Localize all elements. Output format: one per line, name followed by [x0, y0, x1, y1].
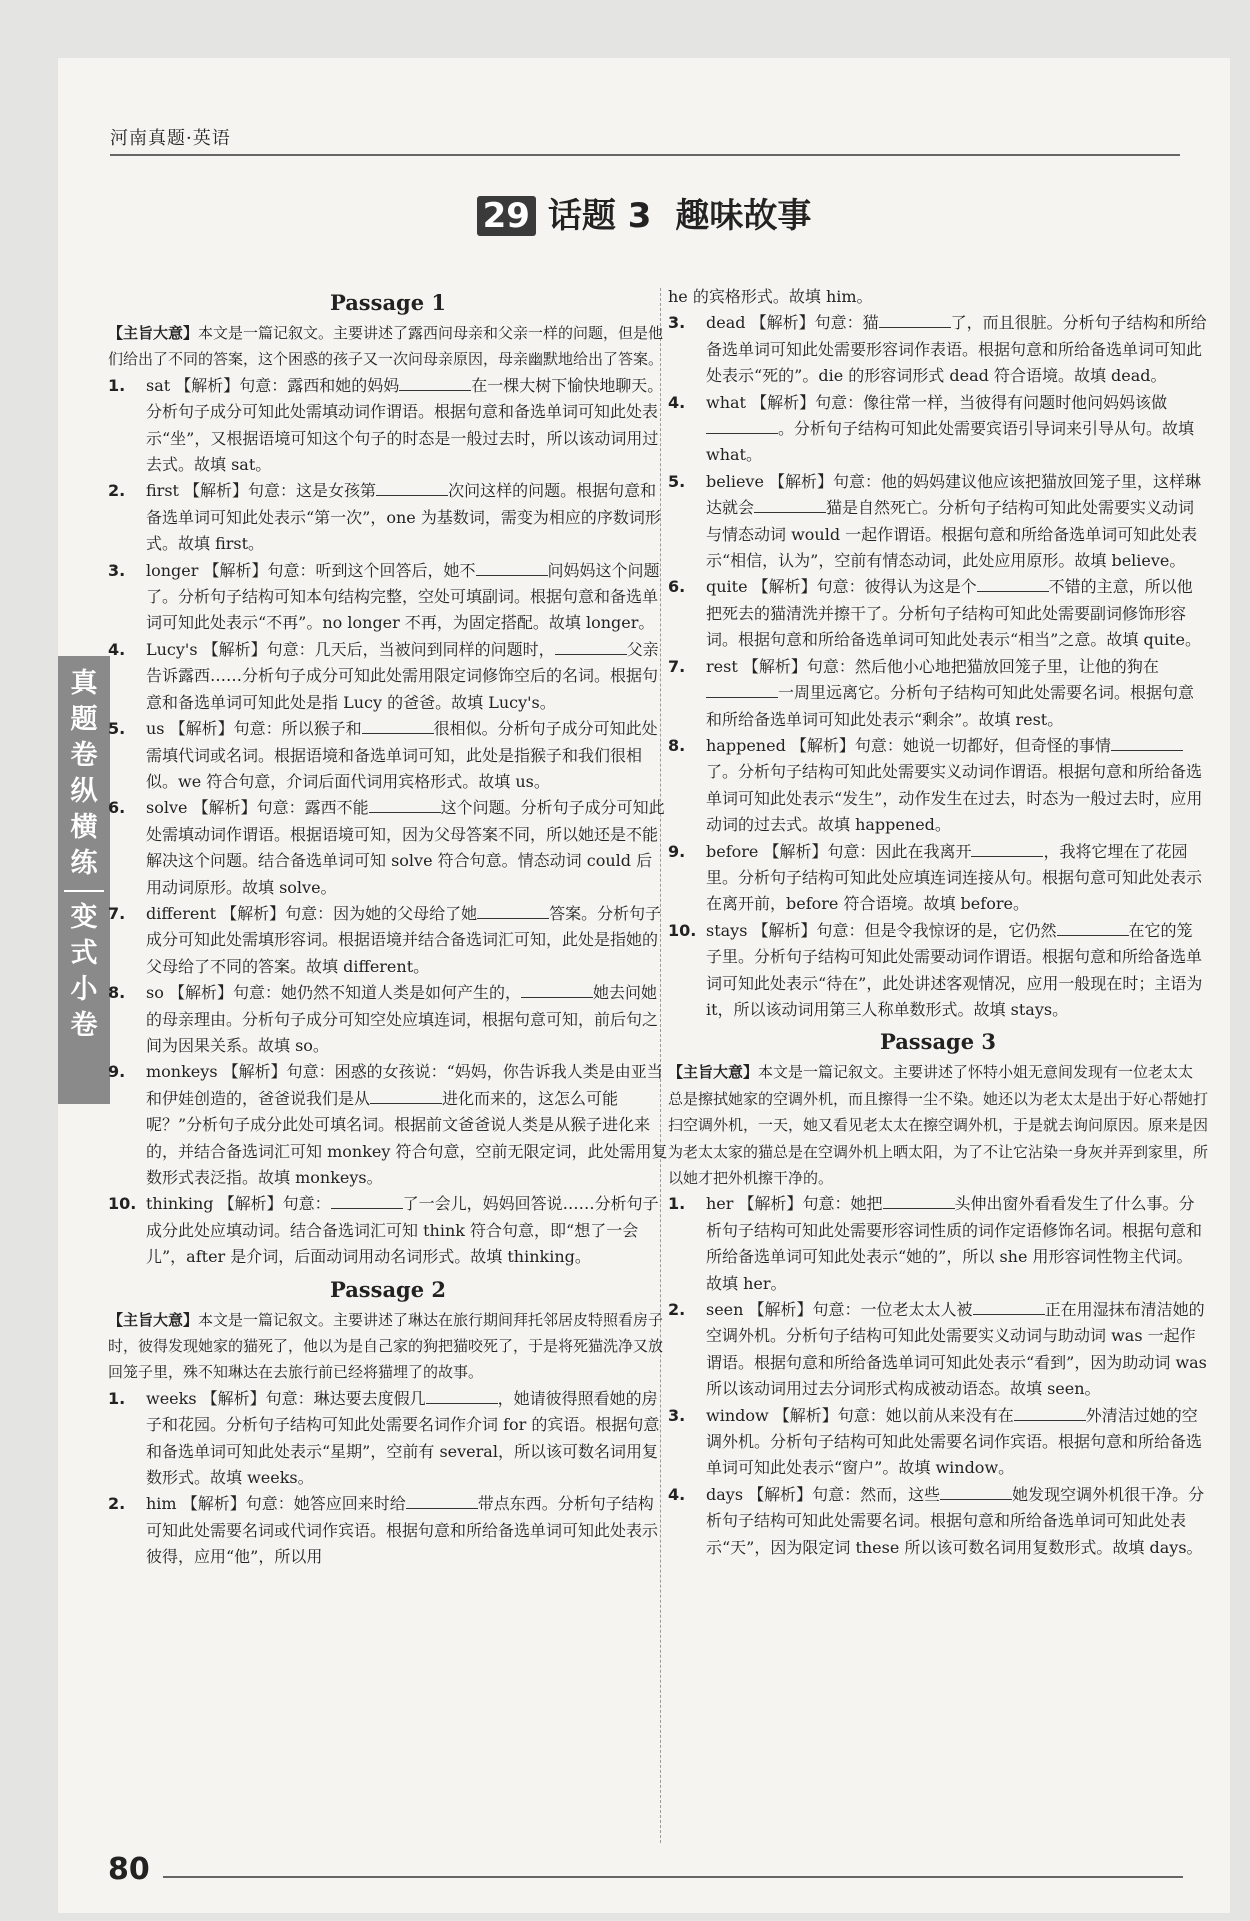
analysis-text: 外清洁过她的空调外机。分析句子结构可知此处需要名词作宾语。根据句意和所给备选单词可知此处表示“窗户”。故填 window。 — [706, 1405, 1203, 1478]
analysis-text: 了一会儿，妈妈回答说……分析句子成分此处应填动词。结合备选词汇可知 think 符合句意，即“想了一会儿”，after 是介词，后面动词用动名词形式。故填 thinking。 — [146, 1194, 659, 1267]
answer-item — [108, 373, 668, 479]
blank-line — [879, 311, 951, 328]
answer-item — [108, 980, 668, 1059]
footer-rule — [163, 1876, 1183, 1878]
item-number: 6. — [108, 798, 126, 818]
item-number: 4. — [108, 639, 126, 659]
answer-word: him — [146, 1494, 182, 1514]
analysis-text: 她去问她的母亲理由。分析句子成分可知空处应填连词，根据句意可知，前后句之间为因果关系。故填 so。 — [146, 983, 659, 1055]
answer-word: monkeys — [146, 1062, 223, 1082]
answer-word: window — [706, 1405, 774, 1425]
analysis-text: 答案。分析句子成分可知此处需填形容词。根据语境并结合备选词汇可知，此处是指她的父母给了不同的答案。故填 different。 — [146, 903, 662, 976]
analysis-text: 【解析】句意： — [218, 1194, 331, 1214]
analysis-text: ，我将它埋在了花园里。分析句子结构可知此处应填连词连接从句。根据句意可知此处表示在离开前，before 符合语境。故填 before。 — [706, 841, 1203, 914]
analysis-text: 【解析】句意：但是令我惊讶的是，它仍然 — [752, 920, 1057, 940]
answer-item — [668, 574, 1208, 653]
item-number: 4. — [668, 1484, 686, 1504]
blank-line — [426, 1387, 498, 1404]
analysis-text: 【解析】句意：猫 — [750, 313, 879, 333]
blank-line — [406, 1492, 478, 1509]
item-number: 10. — [108, 1194, 137, 1214]
blank-line — [476, 559, 548, 576]
answer-word: thinking — [146, 1194, 219, 1214]
blank-line — [331, 1192, 403, 1209]
blank-line — [399, 374, 471, 391]
page-number: 80 — [108, 1852, 150, 1887]
blank-line — [754, 496, 826, 513]
answer-item — [108, 558, 668, 637]
analysis-text: 不错的主意，所以他把死去的猫清洗并擦干了。分析句子结构可知此处需要副词修饰形容词。根据句意和所给备选单词可知此处表示“相当”之意。故填 quite。 — [706, 577, 1202, 650]
passage-1-answers — [108, 373, 668, 1271]
answer-item — [108, 637, 668, 716]
analysis-text: 猫是自然死亡。分析句子结构可知此处需要实义动词与情态动词 would 一起作谓语。根据句意和所给备选单词可知此处表示“相信，认为”，空前有情态动词，此处应用原形。故填 believe。 — [706, 498, 1198, 571]
analysis-text: 一周里远离它。分析句子结构可知此处需要名词。根据句意和所给备选单词可知此处表示“剩余”。故填 rest。 — [706, 683, 1195, 729]
item-number: 3. — [668, 1405, 686, 1425]
passage-1-summary: 【主旨大意】本文是一篇记叙文。主要讲述了露西问母亲和父亲一样的问题，但是他们给出了不同的答案，这个困惑的孩子又一次问母亲原因，母亲幽默地给出了答案。 — [108, 324, 664, 369]
item-number: 7. — [108, 903, 126, 923]
right-column — [668, 284, 1208, 1561]
analysis-text: 【解析】句意：听到这个回答后，她不 — [203, 560, 476, 580]
analysis-text: 【解析】句意：所以猴子和 — [169, 719, 362, 739]
blank-line — [477, 902, 549, 919]
answer-item — [108, 1191, 668, 1270]
answer-word: stays — [706, 920, 753, 940]
analysis-text: 【解析】句意：像往常一样，当彼得有问题时他问妈妈该做 — [751, 392, 1168, 412]
answer-item — [668, 654, 1208, 733]
analysis-text: 【解析】句意：露西和她的妈妈 — [175, 375, 400, 395]
item-number: 6. — [668, 577, 686, 597]
item-number: 5. — [668, 471, 686, 491]
analysis-text: 【解析】句意：她把 — [738, 1194, 883, 1214]
answer-word: longer — [146, 560, 204, 580]
item-number: 2. — [108, 1494, 126, 1514]
analysis-text: 正在用湿抹布清洁她的空调外机。分析句子结构可知此处需要实义动词与助动词 was 一起作谓语。根据句意和所给备选单词可知此处表示“看到”，因为助动词 was 所以该动词用过去分词形式构成被动语态。故填 seen。 — [706, 1300, 1207, 1399]
left-column — [108, 284, 668, 1571]
answer-item — [668, 1191, 1208, 1297]
passage-1-heading: Passage 1 — [329, 290, 447, 315]
analysis-text: 【解析】句意：露西不能 — [192, 798, 369, 818]
blank-line — [376, 479, 448, 496]
answer-word: so — [146, 983, 169, 1003]
analysis-text: 【解析】句意：几天后，当被问到同样的问题时， — [202, 639, 555, 659]
analysis-text: 。分析句子结构可知此处需要宾语引导词来引导从句。故填 what。 — [706, 419, 1195, 465]
answer-item — [668, 469, 1208, 575]
item-number: 8. — [668, 735, 686, 755]
analysis-text: 带点东西。分析句子结构可知此处需要名词或代词作宾语。根据句意和所给备选单词可知此处表示彼得，应用“他”，所以用 — [146, 1494, 659, 1567]
analysis-text: 【解析】句意：困惑的女孩说：“妈妈，你告诉我人类是由亚当和伊娃创造的，爸爸说我们是从 — [146, 1062, 663, 1108]
topic-name: 趣味故事 — [675, 196, 812, 236]
passage-3-heading: Passage 3 — [879, 1029, 997, 1055]
answer-item — [668, 733, 1208, 839]
analysis-text: 问妈妈这个问题了。分析句子结构可知本句结构完整，空处可填副词。根据句意和备选单词可知此处表示“不再”。no longer 不再，为固定搭配。故填 longer。 — [146, 560, 660, 633]
passage-2-continuation: he 的宾格形式。故填 him。 — [668, 287, 873, 306]
blank-line — [971, 840, 1043, 857]
analysis-text: 她发现空调外机很干净。分析句子结构可知此处需要名词。根据句意和所给备选单词可知此处表示“天”，因为限定词 these 所以该可数名词用复数形式。故填 days。 — [706, 1484, 1205, 1557]
item-number: 2. — [668, 1300, 686, 1320]
answer-word: happened — [706, 735, 791, 755]
answer-word: what — [706, 392, 752, 412]
item-number: 1. — [668, 1194, 686, 1214]
blank-line — [521, 981, 593, 998]
analysis-text: 【解析】句意：她仍然不知道人类是如何产生的， — [168, 983, 521, 1003]
answer-item — [108, 478, 668, 557]
analysis-text: 【解析】句意：她答应回来时给 — [181, 1494, 406, 1514]
running-header: 河南真题·英语 — [110, 128, 231, 149]
item-number: 9. — [108, 1062, 126, 1082]
analysis-text: 【解析】句意：琳达要去度假几 — [201, 1388, 426, 1408]
analysis-text: 进化而来的，这怎么可能呢？”分析句子成分此处可填名词。根据前文爸爸说人类是从猴子进化来的，并结合备选词汇可知 monkey 符合句意，空前无限定词，此处需用复数形式表泛指。故填 monkeys。 — [146, 1088, 668, 1187]
answer-word: different — [146, 903, 222, 923]
item-number: 1. — [108, 1388, 126, 1408]
answer-item — [108, 795, 668, 901]
blank-line — [940, 1483, 1012, 1500]
answer-item — [668, 918, 1208, 1024]
blank-line — [1057, 919, 1129, 936]
answer-item — [668, 839, 1208, 918]
analysis-text: 很相似。分析句子成分可知此处需填代词或名词。根据语境和备选单词可知，此处是指猴子和我们很相似。we 符合句意，介词后面代词用宾格形式。故填 us。 — [146, 719, 658, 791]
analysis-text: 【解析】句意：然而，这些 — [748, 1484, 941, 1504]
item-number: 3. — [108, 560, 126, 580]
side-tab — [58, 656, 110, 1104]
blank-line — [706, 417, 778, 434]
blank-line — [973, 1298, 1045, 1315]
analysis-text: ，她请彼得照看她的房子和花园。分析句子结构可知此处需要名词作介词 for 的宾语。根据句意和备选单词可知此处表示“星期”，空前有 several，所以该可数名词用复数形式。故填 weeks。 — [146, 1388, 660, 1488]
answer-word: us — [146, 719, 170, 739]
passage-2-heading: Passage 2 — [329, 1276, 447, 1302]
passage-2-answers-left — [108, 1386, 668, 1571]
answer-word: dead — [706, 313, 751, 333]
answer-word: seen — [706, 1300, 749, 1320]
header-rule — [110, 154, 1180, 156]
blank-line — [369, 796, 441, 813]
answer-item — [668, 390, 1208, 469]
answer-item — [668, 1403, 1208, 1482]
answer-item — [108, 901, 668, 980]
answer-word: before — [706, 841, 764, 861]
analysis-text: 【解析】句意：这是女孩第 — [184, 481, 377, 501]
passage-2-summary: 【主旨大意】本文是一篇记叙文。主要讲述了琳达在旅行期间拜托邻居皮特照看房子时，彼得发现她家的猫死了，他以为是自己家的狗把猫咬死了，于是将死猫洗净又放回笼子里，殊不知琳达在去旅行前已经将猫埋了的故事。 — [108, 1310, 664, 1382]
answer-word: believe — [706, 471, 770, 491]
answer-word: sat — [146, 375, 176, 395]
analysis-text: 了。分析句子结构可知此处需要实义动词作谓语。根据句意和所给备选单词可知此处表示“发生”，动作发生在过去，时态为一般过去时，应用动词的过去式。故填 happened。 — [706, 762, 1203, 835]
analysis-text: 【解析】句意：因为她的父母给了她 — [221, 903, 478, 923]
answer-item — [108, 1386, 668, 1492]
item-number: 3. — [668, 313, 686, 333]
section-number-badge: 29 — [477, 196, 536, 236]
answer-item — [108, 1491, 668, 1570]
blank-line — [555, 638, 627, 655]
item-number: 10. — [668, 920, 697, 940]
passage-3-summary: 【主旨大意】本文是一篇记叙文。主要讲述了怀特小姐无意间发现有一位老太太总是擦拭她家的空调外机，而且擦得一尘不染。她还以为老太太是出于好心帮她打扫空调外机，一天，她又看见老太太在擦空调外机，于是就去询问原因。原来是因为老太太家的猫总是在空调外机上晒太阳，为了不让它沾染一身灰并弄到家里，所以她才把外机擦干净的。 — [668, 1063, 1209, 1187]
blank-line — [977, 575, 1049, 592]
answer-item — [668, 1297, 1208, 1403]
answer-word: weeks — [146, 1388, 202, 1408]
item-number: 7. — [668, 656, 686, 676]
analysis-text: 在它的笼子里。分析句子结构可知此处需要动词作谓语。根据句意和所给备选单词可知此处表示“待在”，此处讲述客观情况，应用一般现在时；主语为 it，所以该动词用第三人称单数形式。故填 stays。 — [706, 920, 1203, 1019]
analysis-text: 父亲告诉露西……分析句子成分可知此处需用限定词修饰空后的名词。根据句意和备选单词可知此处是指 Lucy 的爸爸。故填 Lucy's。 — [146, 639, 659, 712]
analysis-text: 【解析】句意：彼得认为这是个 — [752, 577, 977, 597]
side-tab-volume: 变 式 小 卷 — [70, 902, 98, 1041]
analysis-text: 【解析】句意：因此在我离开 — [763, 841, 972, 861]
analysis-text: 在一棵大树下愉快地聊天。分析句子成分可知此处需填动词作谓语。根据句意和备选单词可知此处表示“坐”，又根据语境可知这个句子的时态是一般过去时，所以该动词用过去式。故填 sat。 — [146, 375, 664, 475]
item-number: 4. — [668, 392, 686, 412]
passage-2-answers-right — [668, 310, 1208, 1023]
section-title — [58, 188, 1230, 237]
item-number: 9. — [668, 841, 686, 861]
analysis-text: 【解析】句意：一位老太太人被 — [748, 1300, 973, 1320]
blank-line — [362, 717, 434, 734]
blank-line — [883, 1192, 955, 1209]
blank-line — [1111, 734, 1183, 751]
answer-word: days — [706, 1484, 749, 1504]
item-number: 8. — [108, 983, 126, 1003]
analysis-text: 【解析】句意：她说一切都好，但奇怪的事情 — [790, 735, 1111, 755]
topic-label: 话题 3 — [547, 196, 652, 236]
analysis-text: 【解析】句意：她以前从来没有在 — [773, 1405, 1014, 1425]
page — [58, 58, 1230, 1913]
answer-word: rest — [706, 656, 743, 676]
blank-line — [1014, 1404, 1086, 1421]
answer-item — [668, 1482, 1208, 1561]
side-tab-series: 真 题 卷 纵 横 练 — [70, 668, 98, 879]
answer-item — [108, 716, 668, 795]
analysis-text: 这个问题。分析句子成分可知此处需填动词作谓语。根据语境可知，因为父母答案不同，所以她还是不能解决这个问题。结合备选单词可知 solve 符合句意。情态动词 could 后用动词原形。故填 solve。 — [146, 798, 665, 897]
answer-word: quite — [706, 577, 753, 597]
answer-item — [668, 310, 1208, 389]
answer-word: Lucy's — [146, 639, 203, 659]
item-number: 5. — [108, 719, 126, 739]
answer-item — [108, 1059, 668, 1191]
answer-word: first — [146, 481, 185, 501]
answer-word: solve — [146, 798, 193, 818]
analysis-text: 次问这样的问题。根据句意和备选单词可知此处表示“第一次”，one 为基数词，需变为相应的序数词形式。故填 first。 — [146, 481, 661, 554]
item-number: 1. — [108, 375, 126, 395]
analysis-text: 【解析】句意：然后他小心地把猫放回笼子里，让他的狗在 — [742, 656, 1159, 676]
blank-line — [706, 681, 778, 698]
passage-3-answers — [668, 1191, 1208, 1561]
blank-line — [370, 1087, 442, 1104]
analysis-text: 了，而且很脏。分析句子结构和所给备选单词可知此处需要形容词作表语。根据句意和所给备选单词可知此处表示“死的”。die 的形容词形式 dead 符合语境。故填 dead。 — [706, 313, 1207, 386]
answer-word: her — [706, 1194, 739, 1214]
item-number: 2. — [108, 481, 126, 501]
analysis-text: 头伸出窗外看看发生了什么事。分析句子结构可知此处需要形容词性质的词作定语修饰名词。根据句意和所给备选单词可知此处表示“她的”，所以 she 用形容词性物主代词。故填 her。 — [706, 1194, 1203, 1293]
analysis-text: 【解析】句意：他的妈妈建议他应该把猫放回笼子里，这样琳达就会 — [706, 471, 1202, 518]
